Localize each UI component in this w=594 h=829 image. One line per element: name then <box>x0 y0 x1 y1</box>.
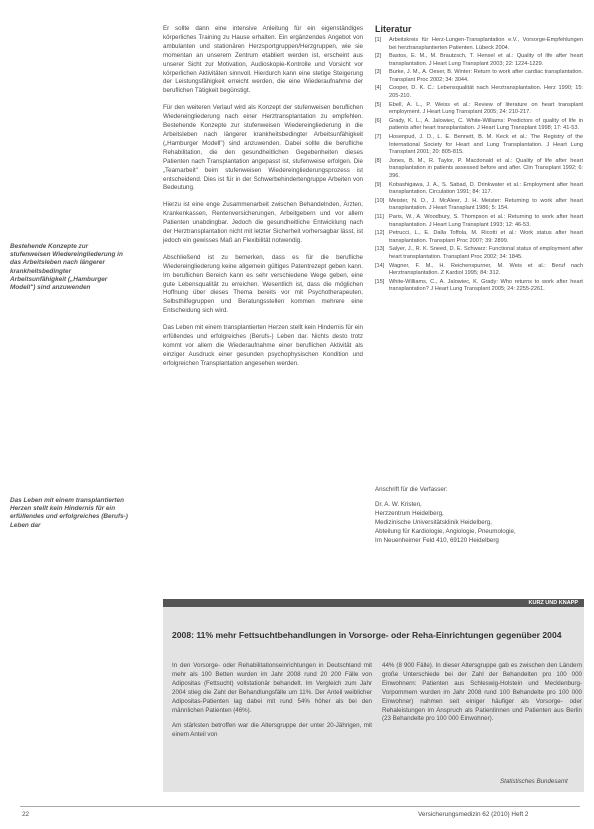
reference-item <box>375 118 583 133</box>
literature-section <box>375 25 583 295</box>
reference-item <box>375 53 583 68</box>
literature-heading: Literatur <box>375 24 412 34</box>
reference-text: White-Williams, C., A. Jalowiec, K. Grady: Who returns to work after heart transplantation? J Heart Lung Transplant 2005; 24: 2255-2261. <box>389 278 583 293</box>
reference-text: Arbeitskreis für Herz-Lungen-Transplantation e.V., Vorsorge-Empfehlungen bei herztransplantierten Patienten. Lübeck 2004. <box>389 36 583 51</box>
margin-note-life: Das Leben mit einem transplantierten Herzen stellt kein Hindernis für ein erfüllendes und erfolgreiches (Berufs-) Leben dar <box>10 497 128 529</box>
reference-number: [5] <box>375 101 382 108</box>
reference-item <box>375 279 583 294</box>
reference-text: Ebell, A. L., P. Weiss et al.: Review of literature on heart transplant employment. J Heart Lung Transplant 2005; 24: 210-217. <box>389 101 583 116</box>
reference-item <box>375 182 583 197</box>
body-paragraph: Abschließend ist zu bemerken, dass es für die berufliche Wiedereingliederung keine allgemein gültiges Patentrezept geben kann. Im beruflichen Bereich kann es sehr verschiedene Wege geben, eine gute Lebensqualität zu erreichen. Wesentlich ist, dass die möglichen Hoffnung über dieses Thema bereits vor mit Psychotherapeuten, Selbsthilfegruppen und Beratungsstellen kommen mehrere eine Entscheidung sich wird. <box>163 253 363 315</box>
address-line: Abteilung für Kardiologie, Angiologie, Pneumologie, <box>375 528 516 535</box>
body-paragraph: Das Leben mit einem transplantierten Herzen stellt kein Hindernis für ein erfüllendes und erfolgreiches (Berufs-) Leben dar. Nichts desto trotz kommt vor allem die Wiederaufnahme einer beruflichen Aktivität als einziger Ausdruck einer gesunden psychophysischen Kondition und erfolgreichen Transplantation angesehen werden. <box>163 324 363 367</box>
reference-item <box>375 85 583 100</box>
reference-item <box>375 37 583 52</box>
info-box-title: 2008: 11% mehr Fettsuchtbehandlungen in Vorsorge- oder Reha-Einrichtungen gegenüber 2004 <box>172 630 562 640</box>
info-paragraph: 44% (8 900 Fälle). In dieser Altersgruppe gab es zwischen den Ländern große Unterschiede bei der Zahl der Behandelten pro 100 000 Einwohnern: Patienten aus Schleswig-Holstein und Mecklenburg-Vorpommern wurden im Jahr 2008 rund 100 Behandelte pro 100 000 Einwohner) nahmen seit einiger häufiger als Vorsorge- oder Rehaleistungen im Anspruch als Patientinnen und Patienten aus Berlin (23 Behandelte pro 100 000 Einwohner). <box>382 662 582 723</box>
body-paragraph: Er sollte dann eine intensive Anleitung für ein eigenständiges körperliches Training zu Hause erhalten. Ein ergänzendes Angebot von ambulanten und stationären Herzsportgruppen/Herzgruppen, wie sie momentan an unserem Zentrum etabliert werden ist, erscheint aus unserer Sicht zur Motivation, Audioskopie-Kontrolle und Vorsicht vor körperlichen Aktivitäten sinnvoll. Hierdurch kann eine stetige Steigerung der Leistungsfähigkeit erreicht werden, die eine Wiederaufnahme der beruflichen Tätigkeit begünstigt. <box>163 25 363 95</box>
address-line: Medizinische Universitätsklinik Heidelberg, <box>375 519 492 526</box>
main-text-column <box>163 25 363 377</box>
reference-number: [3] <box>375 69 382 76</box>
reference-list <box>375 37 583 294</box>
reference-number: [4] <box>375 85 382 92</box>
reference-text: Wagner, F. M., H. Reichenspurner, M. Weis et al.: Beruf nach Herztransplantation. Z Kardiol 1995; 84: 312. <box>389 262 583 277</box>
reference-number: [11] <box>375 213 384 220</box>
reference-number: [14] <box>375 262 385 269</box>
info-box-band <box>163 599 584 607</box>
reference-text: Kobashigawa, J. A., S. Sabad, D. Drinkwater et al.: Employment after heart transplantation. Circulation 1991; 84: 117. <box>389 181 583 196</box>
reference-text: Meister, N. D., J. McAleer, J. H. Meister: Returning to work after heart transplantation. J Heart Transplant 1986; 5: 154. <box>389 197 583 212</box>
reference-text: Salyer, J., R. K. Sneed, D. E. Schwarz: Functional status of employment after heart transplantation. Transplant Proc 2002; 34: 1845. <box>389 246 583 260</box>
footer-rule <box>20 806 580 807</box>
reference-item <box>375 102 583 117</box>
body-paragraph: Hierzu ist eine enge Zusammenarbeit zwischen Behandelnden, Ärzten, Krankenkassen, Rentenversicherungen, Arbeitgebern und vor allem Patienten unabdingbar. Jedoch die gesundheitliche Entwicklung nach der Herztransplantation nicht mit letzter Sicherheit vorhersagbar lässt, ist jedoch ein gewisses Maß an Flexibilität notwendig. <box>163 201 363 244</box>
reference-item <box>375 230 583 245</box>
info-box-left-column <box>172 662 372 747</box>
margin-note-concepts: Bestehende Konzepte zur stufenweisen Wiedereingliederung in das Arbeitsleben nach längerer krankheitsbedingter Arbeitsunfähigkeit („Hamburger Modell") sind anzuwenden <box>10 243 123 292</box>
reference-item <box>375 214 583 229</box>
reference-number: [15] <box>375 278 385 285</box>
info-paragraph: In den Vorsorge- oder Rehabilitationseinrichtungen in Deutschland mit mehr als 100 Betten wurden im Jahr 2008 rund 20 200 Fälle von Adipositas (Fettsucht) vollstationär behandelt. Im Vergleich zum Jahr 2004 stieg die Zahl der Behandlungsfälle um 11%. Der Anteil weiblicher Adipositas-Patienten lag dabei mit rund 54% höher als bei den männlichen Patienten (46%). <box>172 662 372 714</box>
reference-text: Paris, W., A. Woodbury, S. Thompson et al.: Returning to work after heart transplantation. J Heart Lung Transplant 1993; 12: 46-53. <box>389 213 583 228</box>
info-box-source: Statistisches Bundesamt <box>500 778 568 785</box>
body-paragraph: Für den weiteren Verlauf wird als Konzept der stufenweisen beruflichen Wiedereingliederung nach einer Herztransplantation zu empfehlen. Bestehende Konzepte zur stufenweisen Wiedereingliederung in die Arbeitsleben nach längerer krankheitsbedingter Arbeitsunfähigkeit („Hamburger Modell") sind anzuwenden. Dabei sollte die berufliche Rehabilitation, die den gesundheitlichen Gegebenheiten dieses Patienten nach Transplantation angepasst ist, stufenweise erfolgen. Die „Teamarbeit" beim stufenweisen Wiedereingliederungsprozess ist entscheidend. Dies ist für in der Schwerbehindertengruppe Arbeiten von Bedeutung. <box>163 104 363 192</box>
reference-item <box>375 246 583 261</box>
reference-text: Petrucci, L., E. Dalla Toffola, M. Ricotti et al.: Work status after heart transplantation. Transplant Proc 2007; 39: 2899. <box>389 230 583 244</box>
reference-item <box>375 198 583 213</box>
reference-number: [7] <box>375 134 382 141</box>
reference-number: [1] <box>375 36 382 43</box>
reference-number: [10] <box>375 197 385 204</box>
reference-number: [13] <box>375 246 385 253</box>
reference-text: Burke, J. M., A. Oeser, B. Winter: Return to work after cardiac transplantation. Transplant Proc 2002; 34: 3044. <box>389 69 583 83</box>
reference-text: Jones, B. M., R. Taylor, P. Macdonald et al.: Quality of life after heart transplantation in patients assessed before and after. Clin Transplant 1992; 6: 396. <box>389 157 583 179</box>
page-number: 22 <box>22 811 30 818</box>
address-line: Herzzentrum Heidelberg, <box>375 510 444 517</box>
reference-text: Grady, K. L., A. Jalowiec, C. White-Williams: Predictors of quality of life in patients after heart transplantation. J Heart Lung Transplant 1998; 17: 41-53. <box>389 117 583 132</box>
reference-number: [2] <box>375 53 382 60</box>
author-address <box>375 485 580 545</box>
journal-citation: Versicherungsmedizin 62 (2010) Heft 2 <box>418 811 529 818</box>
reference-text: Cooper, D. K. C.: Lebensqualität nach Herztransplantation. Herz 1990; 15: 205-210. <box>389 85 583 100</box>
reference-number: [9] <box>375 181 382 188</box>
address-label: Anschrift für die Verfasser: <box>375 486 448 493</box>
reference-item <box>375 158 583 181</box>
reference-number: [6] <box>375 117 382 124</box>
info-box-right-column <box>382 662 582 731</box>
reference-text: Hosenpud, J. D., L. E. Bennett, B. M. Keck et al.: The Registry of the International Society for Heart and Lung Transplantation. J Heart Lung Transplant 2001; 20: 805-815. <box>389 134 583 156</box>
reference-number: [12] <box>375 230 385 237</box>
reference-item <box>375 134 583 157</box>
address-line: Im Neuenheimer Feld 410, 69120 Heidelberg <box>375 537 499 544</box>
reference-number: [8] <box>375 157 382 164</box>
reference-item <box>375 69 583 84</box>
info-paragraph: Am stärksten betroffen war die Altersgruppe der unter 20-Jährigen, mit einem Anteil von <box>172 722 372 739</box>
reference-item <box>375 263 583 278</box>
reference-text: Bastos, E. M., M. Brautzsch, T. Hensel et al.: Quality of life after heart transplantation. J Heart Lung Transplant 2003; 22: 1224-1229. <box>389 53 583 67</box>
address-line: Dr. A. W. Kristen, <box>375 501 422 508</box>
info-box-label: KURZ UND KNAPP <box>528 600 578 606</box>
